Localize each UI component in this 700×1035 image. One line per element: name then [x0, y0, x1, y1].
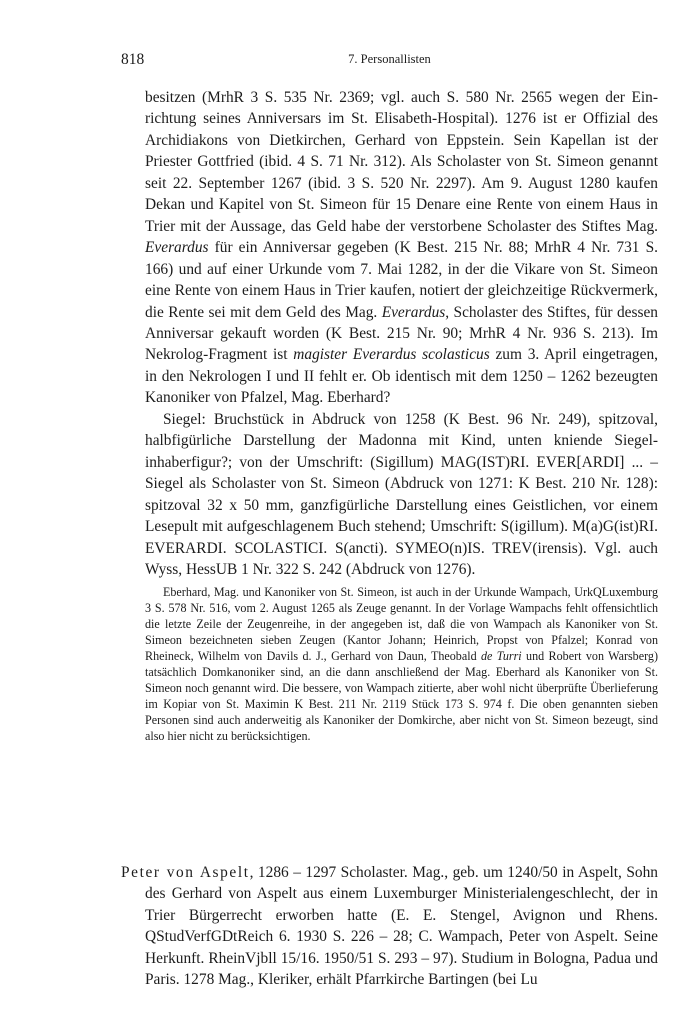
entry-peter-von-aspelt	[121, 862, 658, 991]
text-segment: und Robert von Warsberg) tatsächlich Domkanoniker sind, an die dann anschließend der Mag. Eberhard als Kanoniker von St. Simeon noch genannt wird. Die bessere, von Wampach zitierte, aber wohl nicht überprüfte Überlieferung im Kopiar von St. Maximin K Best. 211 Nr. 2119 Stück 173 S. 974 f. Die oben genannten sieben Personen sind auch anderweitig als Kanoniker der Domkirche, aber nicht von St. Simeon bezeugt, sind also hier nicht zu berücksichtigen.	[145, 649, 658, 743]
page-number: 818	[121, 51, 145, 68]
footnote-block	[145, 585, 658, 744]
text-segment: für ein Anniversar gegeben (K Best. 215 Nr. 88; MrhR 4 Nr. 731 S. 166) und auf einer Urkunde vom 7. Mai 1282, in der die Vikare von St. Simeon eine Rente von einem Haus in Trier kaufen, notiert der gleichzeitige Rückvermerk, die Rente sei mit dem Geld des Mag.	[145, 239, 658, 321]
paragraph-seal: Siegel: Bruchstück in Abdruck von 1258 (K Best. 96 Nr. 249), spitzoval, halbfigürliche Darstellung der Madonna mit Kind, unten kniende Siegelinhaberfigur?; von der Umschrift: (Sigillum) MAG(IST)RI. EVER[ARDI] ... – Siegel als Scholaster von St. Simeon (Abdruck von 1271: K Best. 210 Nr. 128): spitzoval 32 x 50 mm, ganzfigürliche Darstellung eines Geistlichen, vor einem Lesepult mit aufgeschlagenem Buch stehend; Umschrift: S(igillum). M(a)G(ist)RI. EVERARDI. SCOLASTICI. S(ancti). SYMEO(n)IS. TREV(irensis). Vgl. auch Wyss, HessUB 1 Nr. 322 S. 242 (Abdruck von 1276).	[145, 410, 658, 578]
running-head	[121, 51, 658, 71]
entry-name: Peter von Aspelt	[121, 864, 250, 881]
italic-name: Everardus	[381, 303, 446, 321]
chapter-title: 7. Personallisten	[348, 52, 431, 66]
italic-name: Everardus	[145, 239, 209, 257]
entry-text: , 1286 – 1297 Scholaster. Mag., geb. um 1240/50 in Aspelt, Sohn des Gerhard von Aspelt aus einem Luxemburger Ministerialengeschlecht, der in Trier Bürgerrecht erworben hatte (E. E. Stengel, Avignon und Rhens. QStudVerfGDtReich 6. 1930 S. 226 – 28; C. Wampach, Peter von Aspelt. Seine Herkunft. RheinVjbll 15/16. 1950/51 S. 293 – 97). Studium in Bologna, Padua und Paris. 1278 Mag., Kleriker, erhält Pfarrkirche Bartingen (bei Lu	[145, 864, 658, 989]
italic-quote: magister Everardus scolasticus	[293, 346, 490, 364]
main-text	[145, 87, 658, 744]
italic-name: de Turri	[481, 649, 522, 664]
text-segment: zum 3. April eingetragen, in den Nekrologen I und II fehlt er. Ob identisch mit dem 1250 – 1262 bezeugten Kanoniker von Pfalzel, Mag. Eberhard?	[145, 346, 658, 407]
text-segment: , Scholaster des Stiftes, für dessen Anniversar gekauft worden (K Best. 215 Nr. 90; MrhR 4 Nr. 936 S. 213). Im Nekrolog-Fragment ist	[145, 303, 658, 364]
text-segment: besitzen (MrhR 3 S. 535 Nr. 2369; vgl. auch S. 580 Nr. 2565 wegen der Einrichtung seines Anniversars im St. Elisabeth-Hospital). 1276 ist er Offizial des Archidiakons von Dietkirchen, Gerhard von Eppstein. Sein Kapellan ist der Priester Gottfried (ibid. 4 S. 71 Nr. 312). Als Scholaster von St. Simeon genannt seit 22. September 1267 (ibid. 3 S. 520 Nr. 2297). Am 9. August 1280 kaufen Dekan und Kapitel von St. Simeon für 15 Denare eine Rente von einem Haus in Trier mit der Aussage, das Geld habe der verstorbene Scholaster des Stiftes Mag.	[145, 89, 658, 235]
text-segment: Eberhard, Mag. und Kanoniker von St. Simeon, ist auch in der Urkunde Wampach, UrkQLuxemburg 3 S. 578 Nr. 516, vom 2. August 1265 als Zeuge genannt. In der Vorlage Wampachs fehlt offensichtlich die letzte Zeile der Zeugenreihe, in der angegeben ist, daß die von Wampach als Kanoniker von St. Simeon bezeichneten sieben Zeugen (Kantor Johann; Heinrich, Propst von Pfalzel; Konrad von Rheineck, Wilhelm von Davils d. J., Gerhard von Daun, Theobald	[145, 585, 658, 664]
paragraph-everardus	[145, 87, 658, 409]
